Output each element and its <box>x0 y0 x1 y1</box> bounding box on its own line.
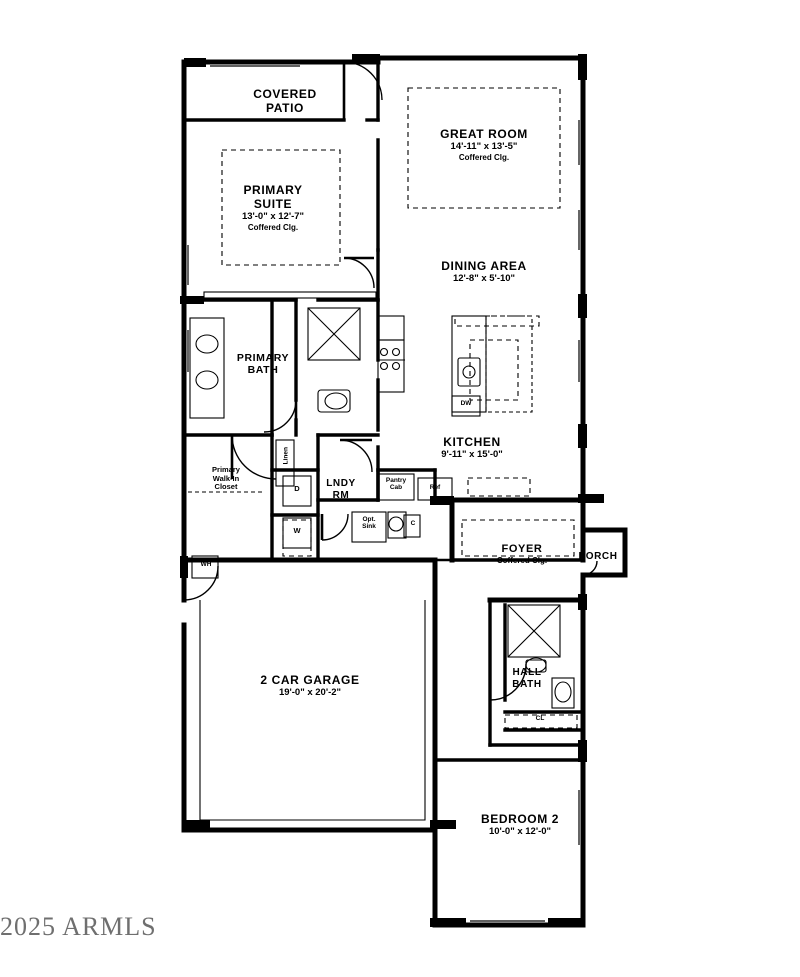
watermark-text: 2025 ARMLS <box>0 912 157 941</box>
fixture-label-pantry-cab: Pantry Cab <box>385 477 407 492</box>
room-label-kitchen: KITCHEN 9'-11" x 15'-0" <box>441 435 503 460</box>
fixture-label-linen: Linen <box>282 447 290 465</box>
room-label-dining-area: DINING AREA 12'-8" x 5'-10" <box>441 259 527 284</box>
fixture-label-refrigerator: Ref <box>429 484 441 491</box>
room-label-hall-bath: HALL BATH <box>512 667 542 690</box>
room-label-primary-suite: PRIMARY SUITE 13'-0" x 12'-7" Coffered Clg. <box>241 183 305 232</box>
room-label-covered-patio: COVERED PATIO <box>253 87 317 115</box>
room-label-foyer: FOYER Coffered Clg. <box>496 543 548 565</box>
room-label-bedroom-2: BEDROOM 2 10'-0" x 12'-0" <box>480 812 560 837</box>
room-label-primary-closet: Primary Walk-In Closet <box>212 465 240 492</box>
fixture-label-dishwasher: DW <box>460 400 472 407</box>
room-label-primary-bath: PRIMARY BATH <box>236 352 290 377</box>
room-label-porch: PORCH <box>578 551 618 562</box>
fixture-label-water-heater: WH <box>200 561 212 568</box>
fixture-label-dryer: D <box>294 484 300 493</box>
fixture-label-washer: W <box>293 526 301 535</box>
room-label-laundry: LNDY RM <box>326 478 356 501</box>
fixture-label-coat-closet: CL <box>535 715 545 722</box>
fixture-label-opt-sink: Opt. Sink <box>362 516 376 531</box>
room-label-great-room: GREAT ROOM 14'-11" x 13'-5" Coffered Clg. <box>440 127 528 162</box>
fixture-label-cabinet-c: C <box>410 520 416 527</box>
room-label-garage: 2 CAR GARAGE 19'-0" x 20'-2" <box>260 673 360 698</box>
